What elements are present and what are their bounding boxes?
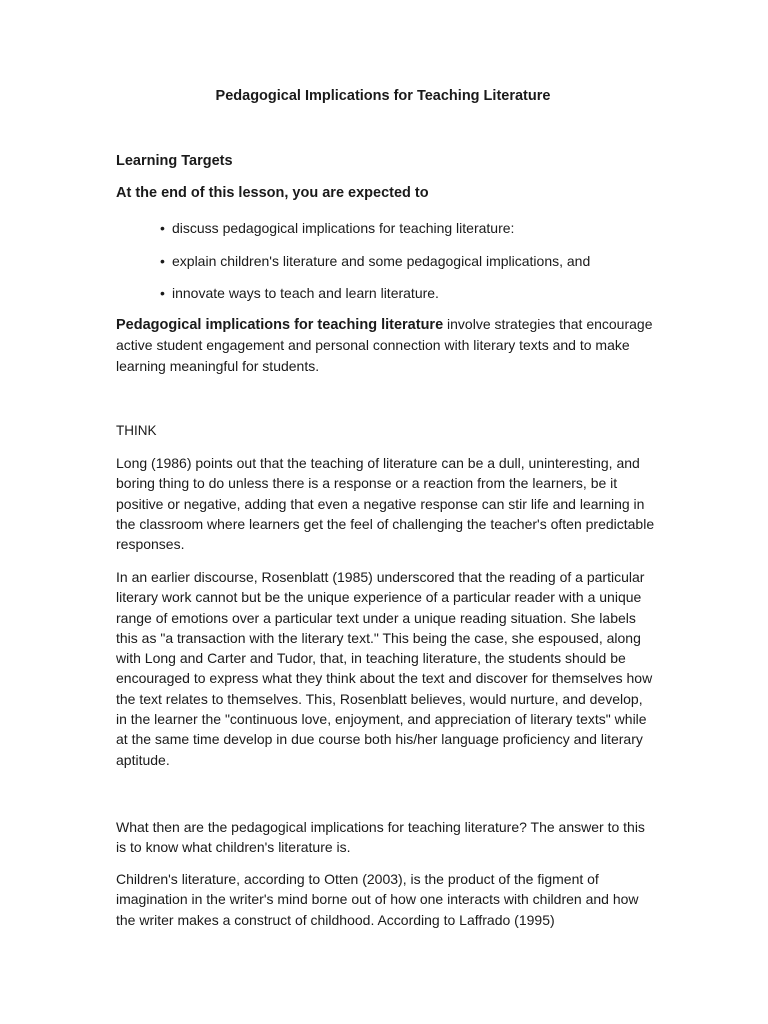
list-item bbox=[160, 218, 660, 238]
intro-bold-lead: Pedagogical implications for teaching literature bbox=[116, 317, 444, 333]
bullet-icon: • bbox=[160, 285, 165, 301]
paragraph-long: Long (1986) points out that the teaching of literature can be a dull, uninteresting, and boring thing to do unless there is a response or a reaction from the learners, be it positive or negative, adding that even a negative response can stir life and learning in the classroom where learners get the feel of challenging the teacher's often predictable responses. bbox=[116, 455, 655, 553]
bullet-icon: • bbox=[160, 220, 165, 236]
list-item bbox=[160, 251, 660, 271]
paragraph-rosenblatt: In an earlier discourse, Rosenblatt (1985) underscored that the reading of a particular literary work cannot but be the unique experience of a particular reader with a unique range of emotions over a particular text under a unique reading situation. She labels this as "a transaction with the literary text." This being the case, she espoused, along with Long and Carter and Tudor, that, in teaching literature, the students should be encouraged to express what they think about the text and discover for themselves how the text relates to themselves. This, Rosenblatt believes, would nurture, and develop, in the learner the "continuous love, enjoyment, and appreciation of literary texts" while at the same time develop in due course both his/her language proficiency and literary aptitude. bbox=[116, 569, 653, 768]
paragraph-question: What then are the pedagogical implications for teaching literature? The answer to this is to know what children's literature is. bbox=[116, 819, 645, 856]
list-item-text: innovate ways to teach and learn literature. bbox=[172, 285, 439, 301]
list-item-text: explain children's literature and some pedagogical implications, and bbox=[172, 252, 591, 269]
list-item-text: discuss pedagogical implications for teaching literature: bbox=[172, 220, 515, 236]
learning-targets-list bbox=[160, 218, 660, 316]
list-item bbox=[160, 283, 660, 303]
paragraph-childrens-literature: Children's literature, according to Otten (2003), is the product of the figment of imagination in the writer's mind borne out of how one interacts with children and how the writer makes a construct of childhood. According to Laffrado (1995) bbox=[116, 871, 639, 928]
document-title: Pedagogical Implications for Teaching Literature bbox=[215, 88, 551, 104]
expected-heading: At the end of this lesson, you are expected to bbox=[116, 185, 429, 201]
learning-targets-heading: Learning Targets bbox=[116, 153, 233, 169]
bullet-icon: • bbox=[160, 252, 165, 269]
think-label: THINK bbox=[116, 423, 157, 438]
intro-paragraph bbox=[116, 314, 656, 376]
intro-rest: involve strategies that encourage active student engagement and personal connection with literary texts and to make learning meaningful for students. bbox=[116, 316, 653, 374]
